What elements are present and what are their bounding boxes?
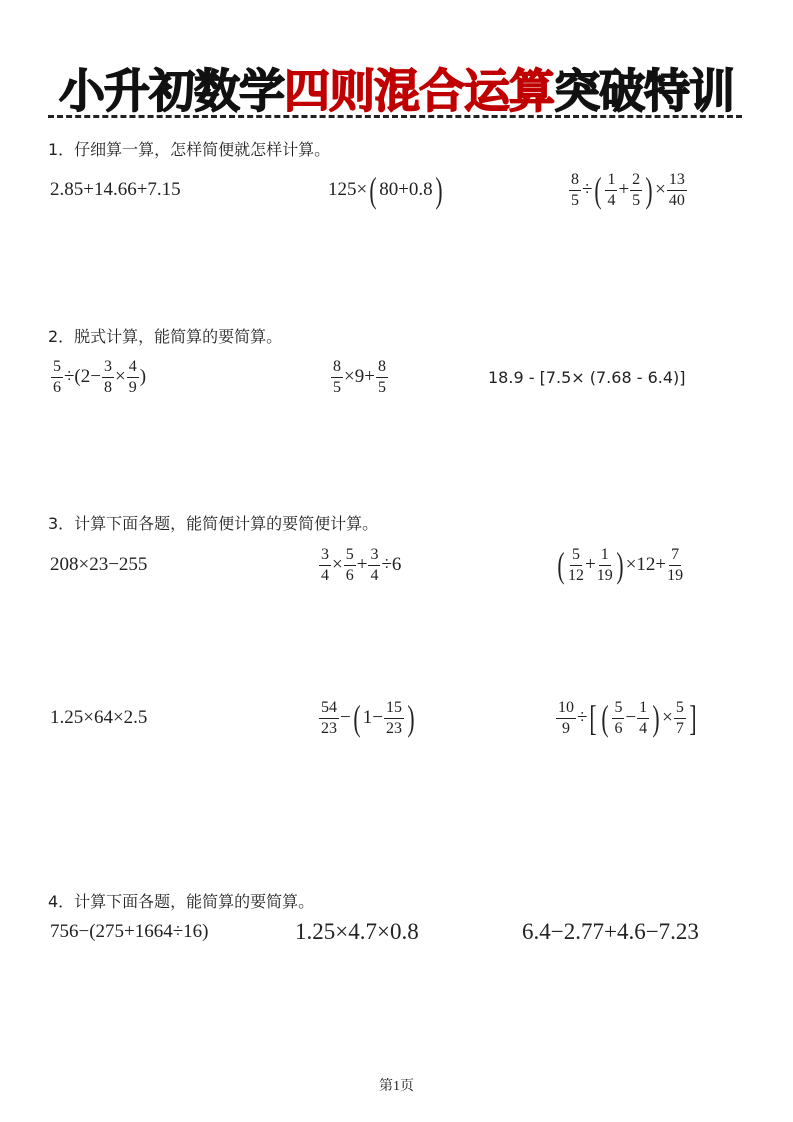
denominator: 7 xyxy=(675,719,684,737)
fraction xyxy=(331,357,343,398)
math-expression xyxy=(328,168,445,212)
math-expression xyxy=(318,696,417,740)
numerator: 1 xyxy=(605,170,617,191)
fraction xyxy=(597,545,613,586)
math-expression xyxy=(555,696,699,740)
denominator: 4 xyxy=(607,191,616,209)
fraction xyxy=(127,357,139,398)
section-3-heading: 3．计算下面各题，能简便计算的要简便计算。 xyxy=(48,514,379,533)
math-expression xyxy=(50,543,147,587)
numerator: 1 xyxy=(599,545,611,566)
numerator: 4 xyxy=(127,357,139,378)
denominator: 6 xyxy=(614,719,623,737)
fraction xyxy=(102,357,114,398)
numerator: 1 xyxy=(637,698,649,719)
numerator: 5 xyxy=(612,698,624,719)
expression-text: 208×23−255 xyxy=(50,554,148,575)
fraction xyxy=(605,170,617,211)
math-expression xyxy=(295,910,419,954)
math-expression xyxy=(555,543,684,587)
expression-text: ÷6 xyxy=(381,554,402,575)
math-expression xyxy=(568,168,688,212)
math-expression xyxy=(318,543,401,587)
fraction xyxy=(556,698,576,739)
bracket: [ xyxy=(589,698,598,738)
math-expression xyxy=(330,355,389,399)
bracket: ) xyxy=(652,698,660,738)
page-number: 第1页 xyxy=(379,1079,414,1094)
expression-text: ÷ xyxy=(577,707,588,728)
numerator: 5 xyxy=(51,357,63,378)
denominator: 6 xyxy=(345,566,354,584)
numerator: 3 xyxy=(102,357,114,378)
fraction xyxy=(376,357,388,398)
expression-text: × xyxy=(114,366,126,387)
fraction xyxy=(612,698,624,739)
fraction xyxy=(667,170,687,211)
denominator: 5 xyxy=(571,191,579,209)
math-expression xyxy=(50,696,147,740)
math-expression xyxy=(50,355,146,399)
fraction xyxy=(384,698,404,739)
denominator: 5 xyxy=(377,378,386,396)
expression-text: 6.4−2.77+4.6−7.23 xyxy=(522,919,699,944)
numerator: 2 xyxy=(630,170,642,191)
math-expression xyxy=(488,355,686,399)
expression-text: 1− xyxy=(362,707,383,728)
numerator: 5 xyxy=(674,698,686,719)
title-part-highlight: 四则混合运算 xyxy=(284,64,554,118)
math-expression xyxy=(522,910,699,954)
numerator: 8 xyxy=(376,357,388,378)
section-4-heading: 4．计算下面各题，能简算的要简算。 xyxy=(48,892,315,911)
fraction xyxy=(674,698,686,739)
section-1-heading: 1．仔细算一算，怎样简便就怎样计算。 xyxy=(48,140,331,159)
expression-text: − xyxy=(625,707,637,728)
fraction xyxy=(569,170,581,211)
title-part-1: 小升初数学 xyxy=(59,64,284,118)
expression-text: 18.9 - [7.5× (7.68 - 6.4)] xyxy=(488,367,686,387)
expression-text: 80+0.8 xyxy=(379,179,433,200)
expression-text: − xyxy=(340,707,351,728)
expression-text: × xyxy=(332,554,343,575)
expression-text: × xyxy=(662,707,673,728)
numerator: 13 xyxy=(667,170,687,191)
numerator: 7 xyxy=(669,545,681,566)
fraction xyxy=(568,545,584,586)
denominator: 8 xyxy=(103,378,112,396)
bracket: ( xyxy=(601,698,610,738)
numerator: 8 xyxy=(331,357,343,378)
expression-text: 125× xyxy=(328,179,368,200)
numerator: 15 xyxy=(384,698,404,719)
denominator: 23 xyxy=(321,719,337,737)
denominator: 4 xyxy=(321,566,329,584)
expression-text: 756−(275+1664÷16) xyxy=(50,921,209,942)
denominator: 4 xyxy=(370,566,379,584)
dashed-divider xyxy=(48,115,742,118)
expression-text: × xyxy=(655,179,666,200)
bracket: ) xyxy=(407,698,415,738)
expression-text: + xyxy=(356,554,368,575)
fraction xyxy=(319,545,331,586)
expression-text: ×12+ xyxy=(625,554,667,575)
denominator: 19 xyxy=(596,566,613,584)
denominator: 9 xyxy=(562,719,570,737)
fraction xyxy=(319,698,339,739)
numerator: 10 xyxy=(556,698,576,719)
denominator: 9 xyxy=(128,378,137,396)
page-title xyxy=(0,55,793,121)
denominator: 4 xyxy=(639,719,648,737)
expression-text: 1.25×4.7×0.8 xyxy=(295,919,419,944)
expression-text: ÷(2− xyxy=(64,366,101,387)
title-part-3: 突破特训 xyxy=(554,64,734,118)
fraction xyxy=(344,545,356,586)
fraction xyxy=(637,698,649,739)
numerator: 3 xyxy=(368,545,380,566)
expression-text: ÷ xyxy=(582,179,593,200)
denominator: 5 xyxy=(333,378,341,396)
numerator: 5 xyxy=(570,545,582,566)
denominator: 5 xyxy=(632,191,641,209)
fraction xyxy=(368,545,380,586)
fraction xyxy=(51,357,63,398)
denominator: 23 xyxy=(385,719,402,737)
bracket: ( xyxy=(369,170,377,210)
bracket: ( xyxy=(594,170,603,210)
expression-text: ×9+ xyxy=(344,366,375,387)
expression-text: 2.85+14.66+7.15 xyxy=(50,179,181,200)
expression-text: 1.25×64×2.5 xyxy=(50,707,148,728)
bracket: ) xyxy=(435,170,443,210)
expression-text: + xyxy=(618,179,630,200)
denominator: 40 xyxy=(668,191,685,209)
math-expression xyxy=(50,168,181,212)
bracket: ) xyxy=(645,170,653,210)
math-expression xyxy=(50,910,209,954)
bracket: ) xyxy=(616,545,624,585)
numerator: 8 xyxy=(569,170,581,191)
bracket: ( xyxy=(353,698,361,738)
expression-text: ) xyxy=(139,366,147,387)
expression-text: + xyxy=(585,554,596,575)
numerator: 54 xyxy=(319,698,339,719)
denominator: 12 xyxy=(568,566,584,584)
denominator: 19 xyxy=(667,566,684,584)
fraction xyxy=(630,170,642,211)
numerator: 3 xyxy=(319,545,331,566)
bracket: ( xyxy=(557,545,565,585)
denominator: 6 xyxy=(53,378,61,396)
numerator: 5 xyxy=(344,545,356,566)
bracket: ] xyxy=(689,698,697,738)
section-2-heading: 2．脱式计算，能简算的要简算。 xyxy=(48,327,283,346)
fraction xyxy=(667,545,683,586)
